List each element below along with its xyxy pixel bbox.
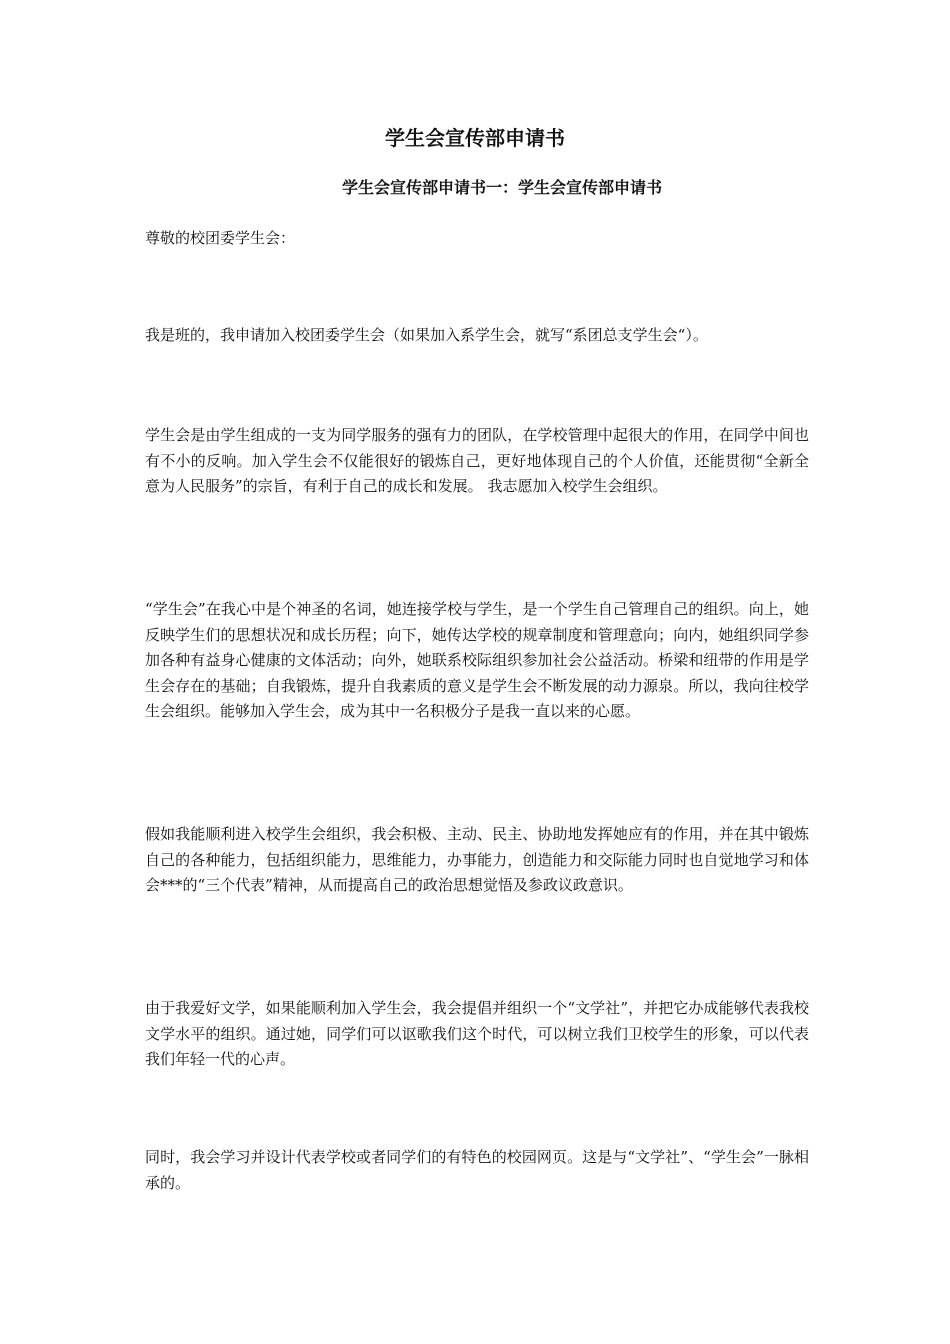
document-subtitle: 学生会宣传部申请书一：学生会宣传部申请书 [341,178,662,197]
paragraph-student-union-role: 学生会是由学生组成的一支为同学服务的强有力的团队，在学校管理中起很大的作用，在同学中间也有不小的反响。加入学生会不仅能很好的锻炼自己，更好地体现自己的个人价值，还能贯彻“全新全意为人民服务”的宗旨，有利于自己的成长和发展。 我志愿加入校学生会组织。 [145,426,809,495]
paragraph-student-union-meaning: “学生会”在我心中是个神圣的名词，她连接学校与学生，是一个学生自己管理自己的组织。向上，她反映学生们的思想状况和成长历程；向下，她传达学校的规章制度和管理意向；向内，她组织同学参加各种有益身心健康的文体活动；向外，她联系校际组织参加社会公益活动。桥梁和纽带的作用是学生会存在的基础；自我锻炼，提升自我素质的意义是学生会不断发展的动力源泉。所以，我向往校学生会组织。能够加入学生会，成为其中一名积极分子是我一直以来的心愿。 [145,600,809,720]
paragraph-intro: 我是班的，我申请加入校团委学生会（如果加入系学生会，就写“系团总支学生会“）。 [145,326,708,344]
paragraph-campus-website: 同时，我会学习并设计代表学校或者同学们的有特色的校园网页。这是与“文学社”、“学生会”一脉相承的。 [145,1148,809,1192]
document-title: 学生会宣传部申请书 [385,126,565,150]
paragraph-commitment: 假如我能顺利进入校学生会组织，我会积极、主动、民主、协助地发挥她应有的作用，并在其中锻炼自己的各种能力，包括组织能力，思维能力，办事能力，创造能力和交际能力同时也自觉地学习和体会***的“三个代表”精神，从而提高自己的政治思想觉悟及参政议政意识。 [145,825,809,894]
salutation: 尊敬的校团委学生会： [145,229,296,247]
paragraph-literature-club: 由于我爱好文学，如果能顺利加入学生会，我会提倡并组织一个“文学社”，并把它办成能够代表我校文学水平的组织。通过她，同学们可以讴歌我们这个时代，可以树立我们卫校学生的形象，可以代表我们年轻一代的心声。 [145,999,809,1068]
